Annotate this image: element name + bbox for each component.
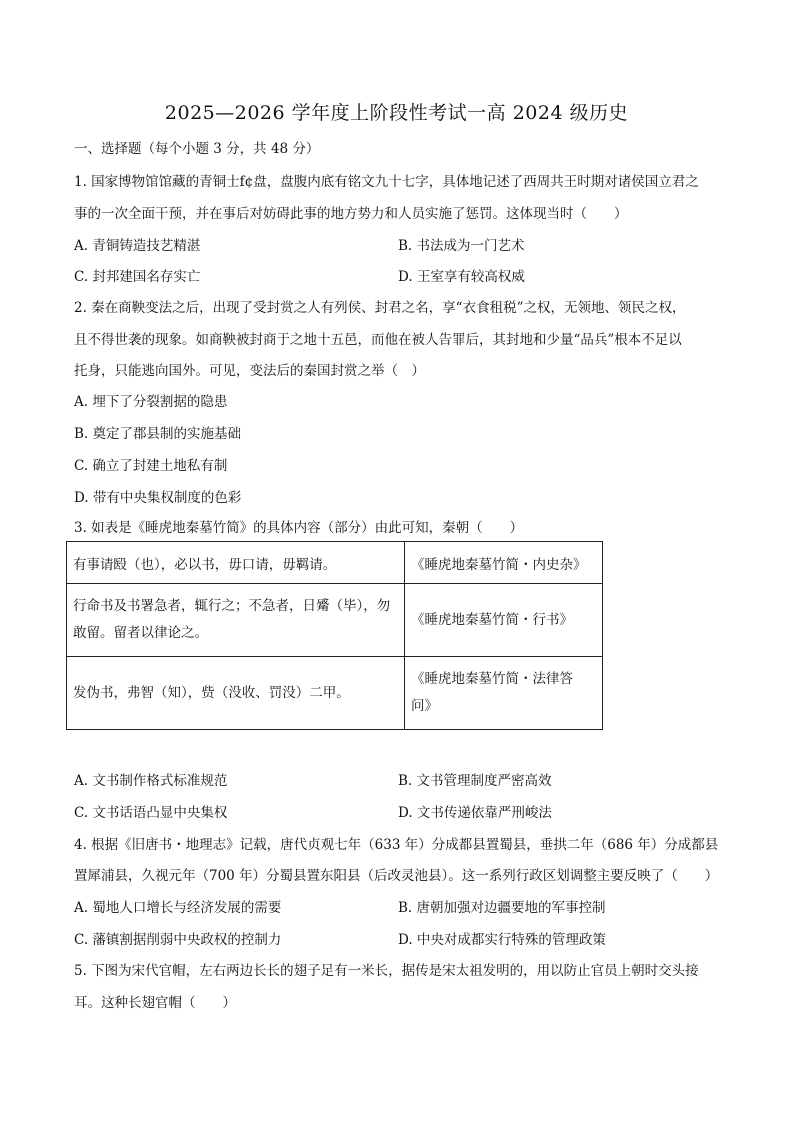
q1-option-d: D. 王室享有较高权威 — [398, 269, 525, 285]
q2-option-c: C. 确立了封建土地私有制 — [74, 458, 228, 474]
table-cell-source: 《睡虎地秦墓竹简・行书》 — [405, 584, 603, 657]
q2-line-3: 托身，只能逃向国外。可见，变法后的秦国封赏之举（ ） — [74, 363, 425, 379]
q3-option-d: D. 文书传递依靠严刑峻法 — [398, 805, 552, 821]
q4-line-2: 置犀浦县，久视元年（700 年）分蜀县置东阳县（后改灵池县）。这一系列行政区划调整主要反映了（ ） — [74, 868, 719, 884]
q3-option-b: B. 文书管理制度严密高效 — [398, 773, 552, 789]
q3-source-table — [66, 541, 603, 730]
q4-option-b: B. 唐朝加强对边疆要地的军事控制 — [398, 900, 606, 916]
table-row — [67, 542, 603, 584]
q2-option-d: D. 带有中央集权制度的色彩 — [74, 490, 242, 506]
q1-line-2: 事的一次全面干预，并在事后对妨碍此事的地方势力和人员实施了惩罚。这体现当时（ ） — [74, 206, 628, 222]
q3-option-c: C. 文书话语凸显中央集权 — [74, 805, 228, 821]
q2-option-a: A. 埋下了分裂割据的隐患 — [74, 394, 228, 410]
q1-option-c: C. 封邦建国名存实亡 — [74, 269, 201, 285]
q2-option-b: B. 奠定了郡县制的实施基础 — [74, 426, 242, 442]
exam-title: 2025—2026 学年度上阶段性考试一高 2024 级历史 — [164, 102, 629, 124]
q3-line-1: 3. 如表是《睡虎地秦墓竹简》的具体内容（部分）由此可知，秦朝（ ） — [74, 520, 524, 536]
q3-option-a: A. 文书制作格式标准规范 — [74, 773, 228, 789]
q4-line-1: 4. 根据《旧唐书・地理志》记载，唐代贞观七年（633 年）分成都县置蜀县，垂拱二年（686 年）分成都县 — [74, 837, 719, 853]
q4-option-c: C. 藩镇割据削弱中央政权的控制力 — [74, 932, 282, 948]
q1-line-1: 1. 国家博物馆馆藏的青铜士f¢盘，盘腹内底有铭文九十七字，具体地记述了西周共王时期对诸侯国立君之 — [74, 174, 699, 190]
q1-option-b: B. 书法成为一门艺术 — [398, 238, 525, 254]
q4-option-d: D. 中央对成都实行特殊的管理政策 — [398, 932, 606, 948]
table-row — [67, 657, 603, 730]
q5-line-1: 5. 下图为宋代官帽，左右两边长长的翅子足有一米长，据传是宋太祖发明的，用以防止官员上朝时交头接 — [74, 963, 699, 979]
table-cell-content: 行命书及书署急者，辄行之；不急者，日觱（毕），勿 敢留。留者以律论之。 — [67, 584, 405, 657]
table-cell-source: 《睡虎地秦墓竹简・法律答 问》 — [405, 657, 603, 730]
q5-line-2: 耳。这种长翅官帽（ ） — [74, 995, 236, 1011]
table-cell-source: 《睡虎地秦墓竹简・内史杂》 — [405, 542, 603, 584]
section-heading: 一、选择题（每个小题 3 分，共 48 分） — [74, 141, 320, 157]
table-cell-content: 有事请殹（也），必以书，毋口请，毋羁请。 — [67, 542, 405, 584]
q2-line-2: 且不得世袭的现象。如商鞅被封商于之地十五邑，而他在被人告罪后，其封地和少量“品兵”根本不足以 — [74, 332, 682, 348]
q2-line-1: 2. 秦在商鞅变法之后，出现了受封赏之人有列侯、封君之名，享“衣食租税”之权，无领地、领民之权， — [74, 300, 686, 316]
table-cell-content: 发伪书，弗智（知），赀（没收、罚没）二甲。 — [67, 657, 405, 730]
table-row — [67, 584, 603, 657]
q1-option-a: A. 青铜铸造技艺精湛 — [74, 238, 201, 254]
q4-option-a: A. 蜀地人口增长与经济发展的需要 — [74, 900, 282, 916]
